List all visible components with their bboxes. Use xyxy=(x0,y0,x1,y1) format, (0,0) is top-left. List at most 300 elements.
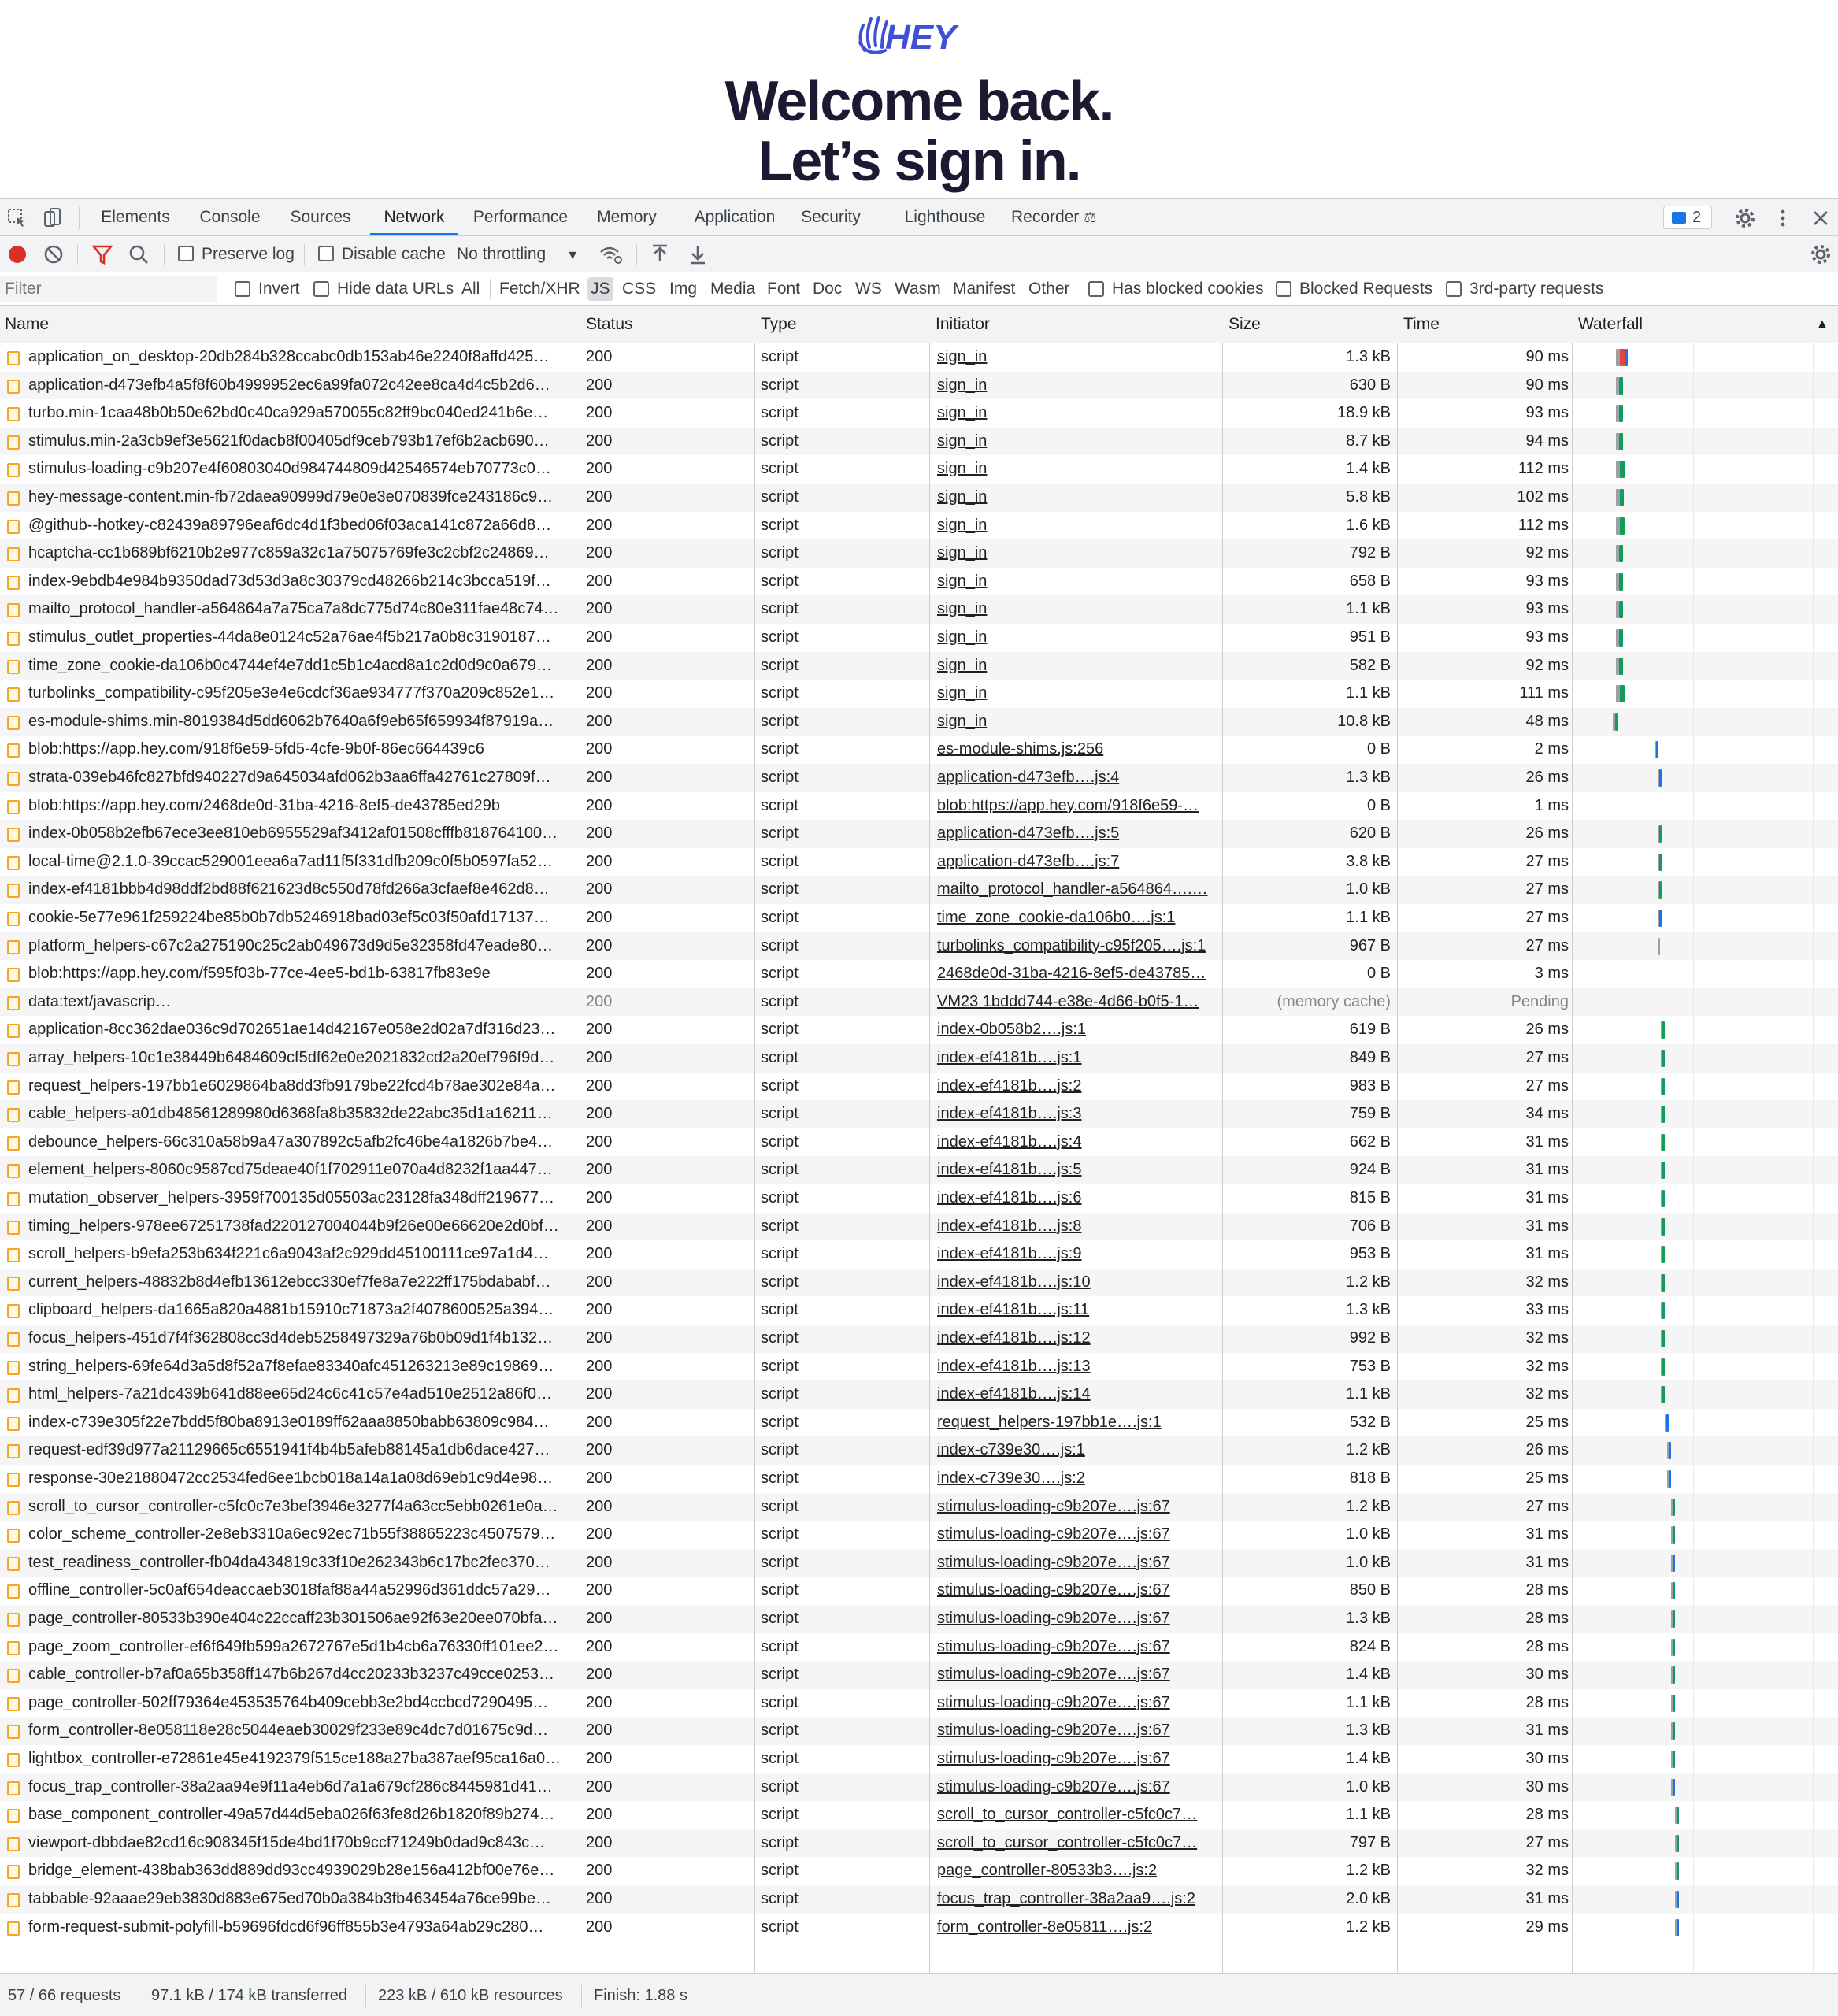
request-initiator-link[interactable]: sign_in xyxy=(937,516,988,534)
waterfall-download-bar xyxy=(1677,1919,1679,1936)
hey-logo-text: HEY xyxy=(885,18,957,57)
request-row[interactable] xyxy=(0,1269,1838,1297)
request-initiator-link[interactable]: sign_in xyxy=(937,544,988,562)
waterfall-download-bar xyxy=(1619,405,1623,422)
waterfall-download-bar xyxy=(1673,1639,1675,1656)
request-row[interactable] xyxy=(0,960,1838,988)
request-initiator-link[interactable]: focus_trap_controller-38a2aa9….js:2 xyxy=(937,1890,1195,1907)
request-row[interactable] xyxy=(0,932,1838,961)
request-initiator-link[interactable]: stimulus-loading-c9b207e….js:67 xyxy=(937,1750,1170,1767)
request-size: 1.2 kB xyxy=(1346,1497,1391,1515)
request-initiator-link[interactable]: page_controller-80533b3….js:2 xyxy=(937,1862,1158,1880)
column-header-type[interactable]: Type xyxy=(761,315,797,333)
request-time: 27 ms xyxy=(1525,1497,1569,1515)
script-file-icon xyxy=(7,463,20,477)
tab-performance[interactable]: Performance xyxy=(472,208,569,226)
waterfall-download-bar xyxy=(1658,938,1660,955)
tab-console[interactable]: Console xyxy=(199,208,261,226)
tab-sources[interactable]: Sources xyxy=(290,208,351,226)
request-row[interactable] xyxy=(0,1577,1838,1605)
waterfall-download-bar xyxy=(1662,1190,1665,1207)
waterfall-cell xyxy=(1577,1773,1836,1802)
request-row[interactable] xyxy=(0,652,1838,680)
issues-badge[interactable] xyxy=(1663,206,1712,229)
request-initiator-link[interactable]: stimulus-loading-c9b207e….js:67 xyxy=(937,1637,1170,1655)
request-row[interactable] xyxy=(0,1380,1838,1409)
waterfall-cell xyxy=(1577,1353,1836,1381)
request-initiator-link[interactable]: index-ef4181b….js:10 xyxy=(937,1273,1091,1291)
request-time: 93 ms xyxy=(1525,572,1569,590)
request-type: script xyxy=(761,572,799,590)
request-row[interactable] xyxy=(0,1521,1838,1549)
request-row[interactable] xyxy=(0,1773,1838,1802)
filter-funnel-icon[interactable] xyxy=(91,243,113,266)
waterfall-cell xyxy=(1577,1184,1836,1213)
tab-application[interactable]: Application xyxy=(694,208,776,226)
request-initiator-link[interactable]: index-c739e30….js:1 xyxy=(937,1441,1085,1459)
request-size: 849 B xyxy=(1349,1049,1391,1066)
request-initiator-link[interactable]: scroll_to_cursor_controller-c5fc0c7… xyxy=(937,1806,1198,1824)
waterfall-download-bar xyxy=(1620,517,1625,535)
request-row[interactable] xyxy=(0,428,1838,456)
script-file-icon xyxy=(7,407,20,421)
filter-bar xyxy=(0,272,1838,306)
waterfall-cell xyxy=(1577,428,1836,456)
request-row[interactable] xyxy=(0,736,1838,764)
request-time: 31 ms xyxy=(1525,1553,1569,1571)
type-filter-fetch-xhr[interactable]: Fetch/XHR xyxy=(499,280,580,298)
devtools-tab-bar xyxy=(0,198,1838,236)
request-row[interactable] xyxy=(0,848,1838,876)
request-status: 200 xyxy=(586,825,613,843)
type-filter-other[interactable]: Other xyxy=(1028,280,1070,298)
script-file-icon xyxy=(7,1753,20,1767)
request-status: 200 xyxy=(586,712,613,730)
column-header-waterfall[interactable]: Waterfall xyxy=(1578,315,1643,333)
request-initiator-link[interactable]: request_helpers-197bb1e….js:1 xyxy=(937,1413,1162,1431)
request-row[interactable] xyxy=(0,1296,1838,1325)
request-row[interactable] xyxy=(0,595,1838,624)
request-status: 200 xyxy=(586,880,613,899)
script-file-icon xyxy=(7,1332,20,1347)
request-initiator-link[interactable]: form_controller-8e05811….js:2 xyxy=(937,1918,1153,1936)
request-initiator-link[interactable]: blob:https://app.hey.com/918f6e59-… xyxy=(937,796,1199,814)
column-header-status[interactable]: Status xyxy=(586,315,633,333)
type-filter-css[interactable]: CSS xyxy=(622,280,657,298)
waterfall-cell xyxy=(1577,792,1836,821)
waterfall-download-bar xyxy=(1619,573,1623,591)
blocked-requests-label: Blocked Requests xyxy=(1299,280,1433,298)
request-row[interactable] xyxy=(0,512,1838,540)
request-type: script xyxy=(761,1750,799,1767)
request-name: response-30e21880472cc2534fed6ee1bcb018a14a1a08d69eb1c9d4e98… xyxy=(28,1469,554,1487)
type-filter-doc[interactable]: Doc xyxy=(813,280,843,298)
invert-label: Invert xyxy=(258,280,300,298)
request-row[interactable] xyxy=(0,792,1838,821)
request-initiator-link[interactable]: index-ef4181b….js:9 xyxy=(937,1245,1082,1263)
request-row[interactable] xyxy=(0,1073,1838,1101)
request-row[interactable] xyxy=(0,1885,1838,1914)
throttling-select[interactable] xyxy=(457,243,579,266)
request-initiator-link[interactable]: sign_in xyxy=(937,712,988,730)
request-row[interactable] xyxy=(0,372,1838,400)
request-initiator-link[interactable]: index-ef4181b….js:3 xyxy=(937,1105,1082,1123)
script-file-icon xyxy=(7,1501,20,1515)
request-size: 658 B xyxy=(1349,572,1391,590)
waterfall-download-bar xyxy=(1619,545,1623,562)
request-row[interactable] xyxy=(0,1689,1838,1718)
request-row[interactable] xyxy=(0,484,1838,512)
request-time: 31 ms xyxy=(1525,1132,1569,1151)
request-time: 112 ms xyxy=(1517,516,1569,534)
request-row[interactable] xyxy=(0,1100,1838,1128)
request-size: 1.1 kB xyxy=(1346,684,1391,702)
column-separator xyxy=(1572,306,1573,1973)
request-status: 200 xyxy=(586,432,613,450)
waterfall-download-bar xyxy=(1673,1610,1675,1628)
request-size: 10.8 kB xyxy=(1337,712,1391,730)
request-time: 32 ms xyxy=(1525,1273,1569,1291)
request-initiator-link[interactable]: stimulus-loading-c9b207e….js:67 xyxy=(937,1581,1170,1599)
request-name: page_controller-502ff79364e453535764b409cebb3e2bd4ccbcd7290495… xyxy=(28,1693,549,1711)
request-initiator-link[interactable]: sign_in xyxy=(937,628,988,646)
has-blocked-cookies-checkbox[interactable] xyxy=(1088,281,1104,297)
request-size: 1.2 kB xyxy=(1346,1918,1391,1936)
hide-data-urls-checkbox[interactable] xyxy=(313,281,329,297)
request-initiator-link[interactable]: sign_in xyxy=(937,404,988,422)
blocked-requests-checkbox[interactable] xyxy=(1276,281,1291,297)
script-file-icon xyxy=(7,1221,20,1235)
request-row[interactable] xyxy=(0,399,1838,428)
request-row[interactable] xyxy=(0,1717,1838,1745)
request-row[interactable] xyxy=(0,624,1838,652)
toolbar-separator xyxy=(304,244,305,265)
request-size: 1.1 kB xyxy=(1346,909,1391,926)
request-initiator-link[interactable]: stimulus-loading-c9b207e….js:67 xyxy=(937,1777,1170,1796)
request-name: time_zone_cookie-da106b0c4744ef4e7dd1c5b1c4acd8a1c2d0d9c0a679… xyxy=(28,656,552,674)
tab-security[interactable]: Security xyxy=(801,208,861,226)
invert-checkbox[interactable] xyxy=(235,281,250,297)
request-row[interactable] xyxy=(0,1325,1838,1353)
request-initiator-link[interactable]: sign_in xyxy=(937,432,988,450)
request-size: 953 B xyxy=(1349,1245,1391,1263)
request-row[interactable] xyxy=(0,1493,1838,1521)
request-status: 200 xyxy=(586,1469,613,1487)
request-time: 34 ms xyxy=(1525,1105,1569,1123)
waterfall-cell xyxy=(1577,1409,1836,1437)
request-type: script xyxy=(761,1890,799,1907)
type-filter-all[interactable]: All xyxy=(461,280,480,298)
request-status: 200 xyxy=(586,1217,613,1235)
network-conditions-icon[interactable] xyxy=(598,243,624,266)
type-filter-img[interactable]: Img xyxy=(669,280,698,298)
waterfall-download-bar xyxy=(1619,377,1623,395)
request-initiator-link[interactable]: stimulus-loading-c9b207e….js:67 xyxy=(937,1721,1170,1740)
request-row[interactable] xyxy=(0,876,1838,904)
request-initiator-link[interactable]: mailto_protocol_handler-a564864….… xyxy=(937,880,1208,899)
request-initiator-link[interactable]: index-ef4181b….js:8 xyxy=(937,1217,1082,1235)
request-size: 5.8 kB xyxy=(1346,488,1391,506)
column-header-time[interactable]: Time xyxy=(1403,315,1440,333)
request-initiator-link[interactable]: sign_in xyxy=(937,684,988,702)
device-toolbar-icon[interactable] xyxy=(41,207,63,229)
request-time: 25 ms xyxy=(1525,1469,1569,1487)
request-row[interactable] xyxy=(0,1801,1838,1829)
request-initiator-link[interactable]: stimulus-loading-c9b207e….js:67 xyxy=(937,1553,1170,1571)
waterfall-download-bar xyxy=(1673,1666,1675,1684)
request-initiator-link[interactable]: index-0b058b2….js:1 xyxy=(937,1021,1087,1039)
type-filter-js[interactable]: JS xyxy=(587,277,613,301)
request-type: script xyxy=(761,1833,799,1851)
request-row[interactable] xyxy=(0,1213,1838,1241)
request-initiator-link[interactable]: VM23 1bddd744-e38e-4d66-b0f5-1… xyxy=(937,992,1199,1010)
type-filter-media[interactable]: Media xyxy=(710,280,756,298)
import-har-icon[interactable] xyxy=(649,243,671,266)
request-initiator-link[interactable]: sign_in xyxy=(937,348,988,365)
hide-data-urls-label: Hide data URLs xyxy=(337,280,454,298)
request-size: 1.0 kB xyxy=(1346,1525,1391,1544)
filter-input[interactable] xyxy=(0,276,217,302)
request-initiator-link[interactable]: turbolinks_compatibility-c95f205….js:1 xyxy=(937,936,1206,954)
waterfall-download-bar xyxy=(1673,1695,1675,1712)
script-file-icon xyxy=(7,1781,20,1796)
waterfall-cell xyxy=(1577,1857,1836,1885)
request-type: script xyxy=(761,1637,799,1655)
request-time: 27 ms xyxy=(1525,1049,1569,1066)
request-row[interactable] xyxy=(0,1549,1838,1577)
request-name: offline_controller-5c0af654deaccaeb3018faf88a44a52996d361ddc57a29… xyxy=(28,1581,551,1599)
request-row[interactable] xyxy=(0,1156,1838,1184)
request-time: 27 ms xyxy=(1525,1077,1569,1095)
request-name: array_helpers-10c1e38449b6484609cf5df62e0e2021832cd2a20ef796f9d… xyxy=(28,1049,555,1066)
finish-time: Finish: 1.88 s xyxy=(594,1987,687,2004)
waterfall-download-bar xyxy=(1620,461,1625,478)
third-party-requests-label: 3rd-party requests xyxy=(1469,280,1604,298)
script-file-icon xyxy=(7,856,20,870)
request-row[interactable] xyxy=(0,1240,1838,1269)
request-initiator-link[interactable]: stimulus-loading-c9b207e….js:67 xyxy=(937,1497,1170,1515)
request-name: request_helpers-197bb1e6029864ba8dd3fb9179be22fcd4b78ae302e84a… xyxy=(28,1077,556,1095)
waterfall-download-bar xyxy=(1673,1582,1675,1599)
request-time: 26 ms xyxy=(1525,1441,1569,1459)
request-initiator-link[interactable]: application-d473efb….js:5 xyxy=(937,825,1120,843)
request-initiator-link[interactable]: index-ef4181b….js:12 xyxy=(937,1329,1091,1347)
request-name: cable_helpers-a01db48561289980d6368fa8b35832de22abc35d1a16211… xyxy=(28,1105,553,1123)
request-initiator-link[interactable]: stimulus-loading-c9b207e….js:67 xyxy=(937,1610,1170,1627)
waterfall-download-bar xyxy=(1662,1330,1665,1347)
experiment-flask-icon: ⚖ xyxy=(1084,209,1097,225)
request-initiator-link[interactable]: stimulus-loading-c9b207e….js:67 xyxy=(937,1525,1170,1544)
request-initiator-link[interactable]: application-d473efb….js:7 xyxy=(937,852,1120,870)
request-name: focus_trap_controller-38a2aa94e9f11a4eb6d7a1a679cf286c8445981d41… xyxy=(28,1777,553,1796)
request-time: 32 ms xyxy=(1525,1862,1569,1880)
request-status: 200 xyxy=(586,1581,613,1599)
request-name: scroll_helpers-b9efa253b634f221c6a9043af2c929dd45100111ce97a1d4… xyxy=(28,1245,549,1263)
third-party-requests-checkbox[interactable] xyxy=(1446,281,1462,297)
waterfall-download-bar xyxy=(1662,1162,1665,1179)
request-initiator-link[interactable]: sign_in xyxy=(937,600,988,618)
request-row[interactable] xyxy=(0,1465,1838,1493)
waterfall-download-bar xyxy=(1677,1807,1679,1824)
request-row[interactable] xyxy=(0,820,1838,848)
column-header-name[interactable]: Name xyxy=(5,315,50,333)
request-row[interactable] xyxy=(0,1016,1838,1044)
request-size: 8.7 kB xyxy=(1346,432,1391,450)
request-type: script xyxy=(761,544,799,562)
request-initiator-link[interactable]: sign_in xyxy=(937,460,988,478)
disable-cache-checkbox[interactable] xyxy=(318,246,334,261)
type-filter-wasm[interactable]: Wasm xyxy=(895,280,941,298)
request-row[interactable] xyxy=(0,1857,1838,1885)
request-row[interactable] xyxy=(0,988,1838,1017)
request-initiator-link[interactable]: index-ef4181b….js:11 xyxy=(937,1301,1090,1319)
request-name: current_helpers-48832b8d4efb13612ebcc330ef7fe8a7e222ff175bdababf… xyxy=(28,1273,551,1291)
request-row[interactable] xyxy=(0,764,1838,792)
request-status: 200 xyxy=(586,1750,613,1767)
settings-gear-icon[interactable] xyxy=(1734,207,1756,229)
record-icon[interactable] xyxy=(6,243,28,266)
request-size: 753 B xyxy=(1349,1357,1391,1375)
request-row[interactable] xyxy=(0,1436,1838,1465)
request-time: 30 ms xyxy=(1525,1777,1569,1796)
column-separator xyxy=(929,306,930,1973)
request-initiator-link[interactable]: sign_in xyxy=(937,656,988,674)
request-status: 200 xyxy=(586,656,613,674)
request-status: 200 xyxy=(586,1132,613,1151)
waterfall-cell xyxy=(1577,1521,1836,1549)
request-initiator-link[interactable]: index-c739e30….js:2 xyxy=(937,1469,1085,1487)
waterfall-cell xyxy=(1577,1465,1836,1493)
script-file-icon xyxy=(7,435,20,450)
network-settings-gear-icon[interactable] xyxy=(1810,243,1832,266)
request-name: timing_helpers-978ee67251738fad220127004044b9f26e00e66620e2d0bf… xyxy=(28,1217,559,1235)
request-name: bridge_element-438bab363dd889dd93cc4939029b28e156a412bf00e76e… xyxy=(28,1862,555,1880)
hey-logo xyxy=(854,11,965,60)
request-initiator-link[interactable]: time_zone_cookie-da106b0….js:1 xyxy=(937,909,1176,926)
request-name: hcaptcha-cc1b689bf6210b2e977c859a32c1a75075769fe3c2cbf2c24869… xyxy=(28,544,550,562)
request-row[interactable] xyxy=(0,568,1838,596)
type-filter-font[interactable]: Font xyxy=(767,280,801,298)
request-row[interactable] xyxy=(0,1661,1838,1689)
request-name: cookie-5e77e961f259224be85b0b7db5246918bad03ef5c03f50afd17137… xyxy=(28,909,550,926)
close-devtools-icon[interactable] xyxy=(1810,207,1832,229)
request-row[interactable] xyxy=(0,1184,1838,1213)
request-row[interactable] xyxy=(0,1745,1838,1773)
request-row[interactable] xyxy=(0,1829,1838,1858)
export-har-icon[interactable] xyxy=(687,243,709,266)
waterfall-download-bar xyxy=(1659,825,1662,843)
request-initiator-link[interactable]: stimulus-loading-c9b207e….js:67 xyxy=(937,1666,1170,1684)
tab-elements[interactable]: Elements xyxy=(101,208,170,226)
request-type: script xyxy=(761,1777,799,1796)
request-row[interactable] xyxy=(0,1128,1838,1157)
tab-lighthouse[interactable]: Lighthouse xyxy=(904,208,986,226)
waterfall-download-bar xyxy=(1673,1779,1675,1796)
waterfall-cell xyxy=(1577,1016,1836,1044)
request-row[interactable] xyxy=(0,708,1838,736)
request-initiator-link[interactable]: sign_in xyxy=(937,488,988,506)
request-initiator-link[interactable]: index-ef4181b….js:4 xyxy=(937,1132,1082,1151)
request-name: clipboard_helpers-da1665a820a4881b15910c71873a2f4078600525a394… xyxy=(28,1301,554,1319)
clear-icon[interactable] xyxy=(43,243,65,266)
preserve-log-checkbox[interactable] xyxy=(178,246,194,261)
inspect-element-icon[interactable] xyxy=(6,207,28,229)
request-size: 3.8 kB xyxy=(1346,852,1391,870)
request-time: 27 ms xyxy=(1525,852,1569,870)
request-initiator-link[interactable]: index-ef4181b….js:13 xyxy=(937,1357,1091,1375)
request-size: 582 B xyxy=(1349,656,1391,674)
request-initiator-link[interactable]: es-module-shims.js:256 xyxy=(937,740,1104,758)
request-initiator-link[interactable]: index-ef4181b….js:6 xyxy=(937,1189,1082,1206)
request-type: script xyxy=(761,992,799,1010)
request-row[interactable] xyxy=(0,1633,1838,1662)
search-icon[interactable] xyxy=(128,243,150,266)
request-status: 200 xyxy=(586,460,613,478)
request-row[interactable] xyxy=(0,539,1838,568)
request-size: 1.0 kB xyxy=(1346,1553,1391,1571)
request-initiator-link[interactable]: index-ef4181b….js:1 xyxy=(937,1049,1082,1066)
column-header-size[interactable]: Size xyxy=(1228,315,1261,333)
request-initiator-link[interactable]: sign_in xyxy=(937,572,988,590)
tab-recorder[interactable] xyxy=(1011,199,1106,235)
script-file-icon xyxy=(7,687,20,702)
request-name: blob:https://app.hey.com/918f6e59-5fd5-4cfe-9b0f-86ec664439c6 xyxy=(28,740,484,758)
request-time: 102 ms xyxy=(1517,488,1569,506)
request-initiator-link[interactable]: stimulus-loading-c9b207e….js:67 xyxy=(937,1693,1170,1711)
request-status: 200 xyxy=(586,1497,613,1515)
request-type: script xyxy=(761,1049,799,1066)
more-options-icon[interactable] xyxy=(1772,207,1794,229)
request-size: 1.6 kB xyxy=(1346,516,1391,534)
request-status: 200 xyxy=(586,909,613,926)
request-row[interactable] xyxy=(0,1044,1838,1073)
request-row[interactable] xyxy=(0,455,1838,484)
request-row[interactable] xyxy=(0,680,1838,708)
request-initiator-link[interactable]: sign_in xyxy=(937,376,988,394)
request-initiator-link[interactable]: index-ef4181b….js:2 xyxy=(937,1077,1082,1095)
script-file-icon xyxy=(7,1024,20,1038)
request-initiator-link[interactable]: index-ef4181b….js:14 xyxy=(937,1385,1091,1403)
request-row[interactable] xyxy=(0,1409,1838,1437)
request-initiator-link[interactable]: scroll_to_cursor_controller-c5fc0c7… xyxy=(937,1833,1198,1851)
script-file-icon xyxy=(7,1529,20,1543)
request-name: index-0b058b2efb67ece3ee810eb6955529af3412af01508cfffb818764100… xyxy=(28,825,558,843)
request-row[interactable] xyxy=(0,1914,1838,1942)
request-name: html_helpers-7a21dc439b641d88ee65d24c6c41c57e4ad510e2512a86f0… xyxy=(28,1385,553,1403)
type-filter-ws[interactable]: WS xyxy=(855,280,882,298)
request-type: script xyxy=(761,1693,799,1711)
script-file-icon xyxy=(7,1388,20,1403)
request-initiator-link[interactable]: application-d473efb….js:4 xyxy=(937,769,1120,786)
script-file-icon xyxy=(7,968,20,982)
sort-ascending-icon[interactable]: ▲ xyxy=(1816,317,1829,331)
request-row[interactable] xyxy=(0,904,1838,932)
script-file-icon xyxy=(7,1417,20,1431)
tab-memory[interactable]: Memory xyxy=(597,208,657,226)
request-initiator-link[interactable]: 2468de0d-31ba-4216-8ef5-de43785… xyxy=(937,965,1206,983)
request-time: 93 ms xyxy=(1525,628,1569,646)
request-initiator-link[interactable]: index-ef4181b….js:5 xyxy=(937,1161,1082,1179)
request-status: 200 xyxy=(586,992,613,1010)
script-file-icon xyxy=(7,1584,20,1599)
request-row[interactable] xyxy=(0,1605,1838,1633)
tab-network[interactable]: Network xyxy=(370,199,458,235)
request-row[interactable] xyxy=(0,343,1838,372)
request-row[interactable] xyxy=(0,1353,1838,1381)
type-filter-manifest[interactable]: Manifest xyxy=(953,280,1016,298)
waterfall-cell xyxy=(1577,1100,1836,1128)
column-header-initiator[interactable]: Initiator xyxy=(936,315,990,333)
